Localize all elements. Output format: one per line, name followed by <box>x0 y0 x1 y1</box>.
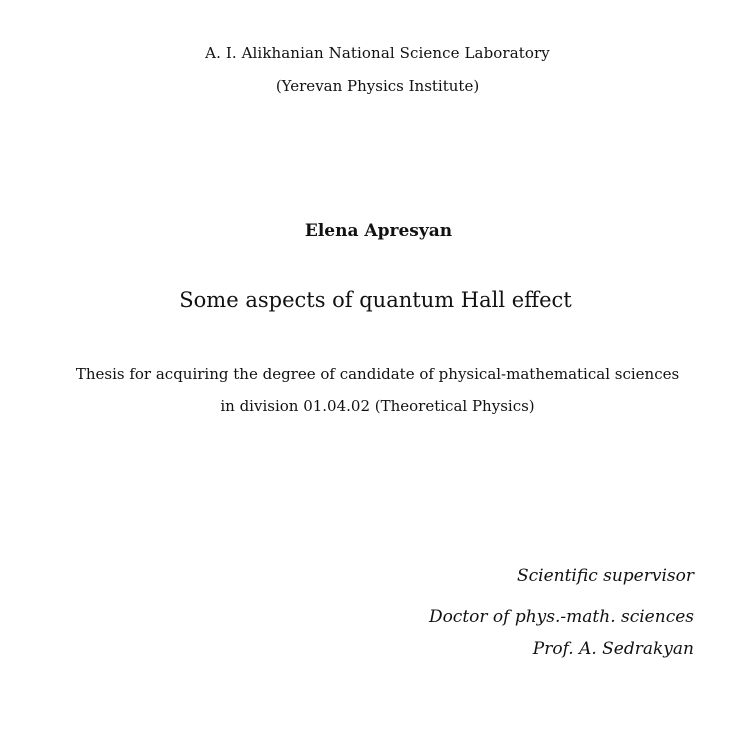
institution-name: A. I. Alikhanian National Science Laboratory <box>205 44 550 62</box>
degree-statement: Thesis for acquiring the degree of candidate of physical-mathematical sciences <box>75 365 680 383</box>
division-statement: in division 01.04.02 (Theoretical Physics) <box>220 397 535 415</box>
author-name: Elena Apresyan <box>304 221 453 241</box>
thesis-title: Some aspects of quantum Hall effect <box>179 288 572 312</box>
supervisor-role: Scientific supervisor <box>516 566 694 586</box>
institution-alt-name: (Yerevan Physics Institute) <box>275 77 480 95</box>
supervisor-name: Prof. A. Sedrakyan <box>532 639 694 659</box>
supervisor-degree: Doctor of phys.-math. sciences <box>428 607 694 627</box>
